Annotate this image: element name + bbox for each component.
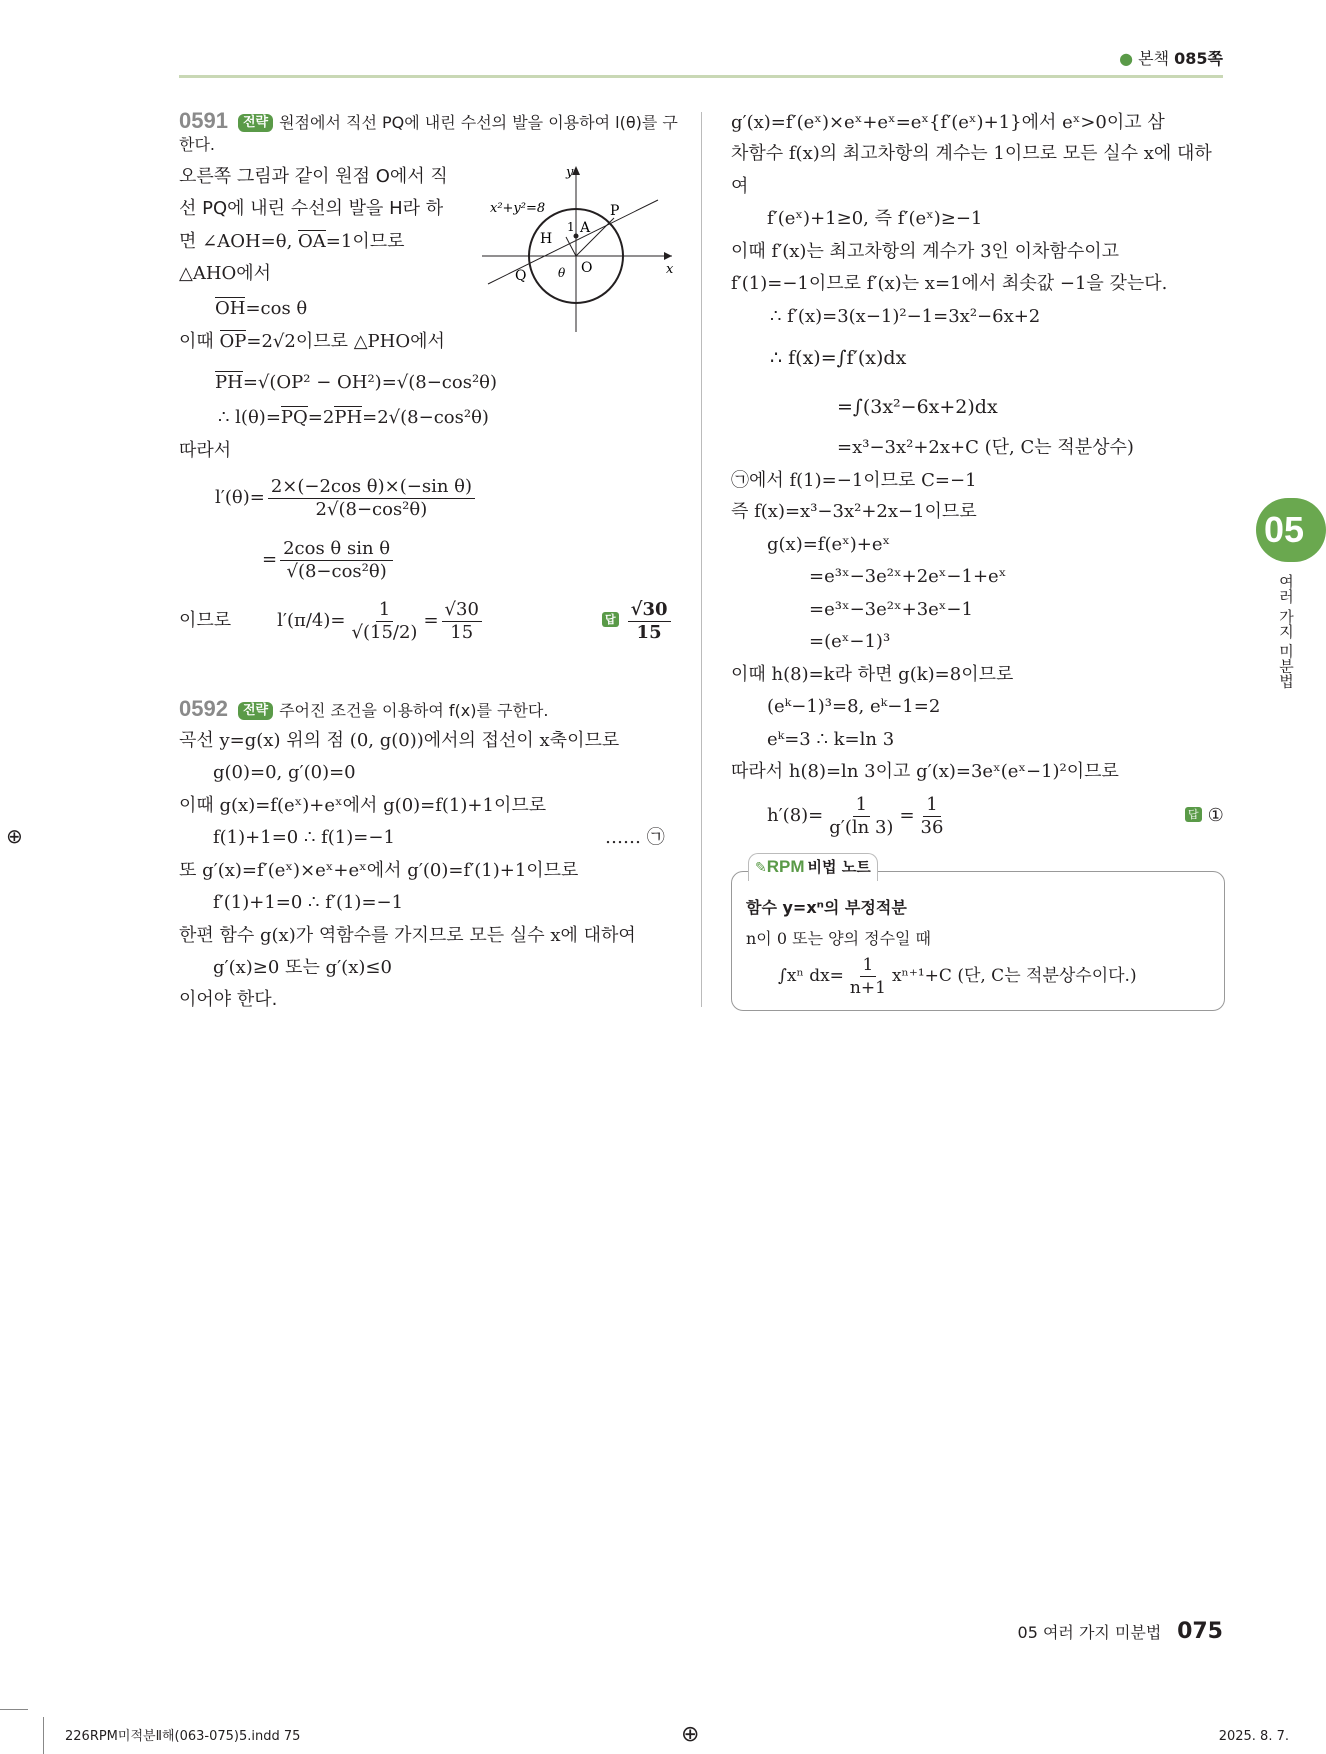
text-line: 여 xyxy=(731,176,749,197)
svg-text:x²+y²=8: x²+y²=8 xyxy=(490,201,546,216)
chapter-tab-number: 05 xyxy=(1264,509,1305,550)
problem-number: 0592 xyxy=(179,696,228,721)
text-line: 이때 g(x)=f(eˣ)+eˣ에서 g(0)=f(1)+1이므로 xyxy=(179,795,547,816)
math-line: ∴ f′(x)=3(x−1)²−1=3x²−6x+2 xyxy=(770,306,1041,327)
text-line: ㉠에서 f(1)=−1이므로 C=−1 xyxy=(731,470,977,491)
math-line: f′(eˣ)+1≥0, 즉 f′(eˣ)≥−1 xyxy=(767,208,983,229)
math-line: =∫(3x²−6x+2)dx xyxy=(837,396,998,418)
answer xyxy=(1185,804,1224,828)
simplified-fraction: = $\frac{\text{2cos θ sin θ}}{\text{√(8−cos²θ)}}$ xyxy=(262,536,396,584)
text-line: g′(x)=f′(eˣ)×eˣ+eˣ=eˣ{f′(eˣ)+1}에서 eˣ>0이고 삼 xyxy=(731,112,1165,133)
note-pencil-icon: ✎ xyxy=(755,860,767,876)
math-line: ∴ f(x)=∫f′(x)dx xyxy=(770,347,907,369)
text-line: 이때 h(8)=k라 하면 g(k)=8이므로 xyxy=(731,664,1014,685)
text-line: f′(1)=−1이므로 f′(x)는 x=1에서 최솟값 −1을 갖는다. xyxy=(731,273,1168,294)
answer-value: ① xyxy=(1207,805,1224,826)
text-line: 곡선 y=g(x) 위의 점 (0, g(0))에서의 접선이 x축이므로 xyxy=(179,730,620,751)
math-line: (eᵏ−1)³=8, eᵏ−1=2 xyxy=(767,696,941,717)
math-line: =(eˣ−1)³ xyxy=(809,631,891,652)
svg-text:y: y xyxy=(566,165,574,180)
text-line: 차함수 f(x)의 최고차항의 계수는 1이므로 모든 실수 x에 대하 xyxy=(731,143,1212,164)
math-line: f′(1)+1=0 ∴ f′(1)=−1 xyxy=(213,892,404,913)
chapter-tab-title: 여러 가지 미분법 xyxy=(1277,574,1295,689)
ref-page: 085쪽 xyxy=(1174,49,1223,68)
answer-badge: 답 xyxy=(602,612,619,627)
header-rule xyxy=(179,75,1223,78)
bullet-icon: ● xyxy=(1119,49,1134,68)
print-date: 2025. 8. 7. xyxy=(1218,1729,1289,1744)
math-line: g(x)=f(eˣ)+eˣ xyxy=(767,534,891,555)
math-line: g′(x)≥0 또는 g′(x)≤0 xyxy=(213,957,392,978)
column-divider xyxy=(701,112,702,1007)
svg-text:x: x xyxy=(666,262,674,277)
math-line: =x³−3x²+2x+C (단, C는 적분상수) xyxy=(837,437,1134,458)
strategy-badge: 전략 xyxy=(238,114,273,132)
derivative-fraction: l′(θ)= $\frac{\text{2×(−2cos θ)×(−sin θ)}}{\text{2√(8−cos²θ)}}$ xyxy=(215,474,478,522)
text-line: 오른쪽 그림과 같이 원점 O에서 직 xyxy=(179,166,448,187)
math-line: OH=cos θ xyxy=(215,298,308,319)
svg-text:P: P xyxy=(610,203,620,219)
svg-text:O: O xyxy=(581,260,593,276)
problem-number: 0591 xyxy=(179,108,228,133)
text-line: 이어야 한다. xyxy=(179,989,278,1010)
text-line: 이때 f′(x)는 최고차항의 계수가 3인 이차함수이고 xyxy=(731,241,1119,262)
final-derivative: h′(8)= $\frac{1}{g'(\ln 3)}$ = $\frac{1}{36}$ xyxy=(767,793,944,838)
text-line: 따라서 h(8)=ln 3이고 g′(x)=3eˣ(eˣ−1)²이므로 xyxy=(731,761,1119,782)
ref-label: 본책 xyxy=(1138,49,1170,68)
answer: 답 $\frac{√30}{15}$ xyxy=(602,597,674,645)
svg-text:θ: θ xyxy=(558,266,566,280)
svg-text:H: H xyxy=(540,231,553,247)
crop-mark xyxy=(0,1709,28,1710)
strategy-badge: 전략 xyxy=(238,702,273,720)
text-line: 따라서 xyxy=(179,440,232,461)
text-line: 면 ∠AOH=θ, OA=1이므로 xyxy=(179,231,405,252)
circle-line-diagram xyxy=(480,160,680,335)
math-line: g(0)=0, g′(0)=0 xyxy=(213,762,356,783)
math-line: =e³ˣ−3e²ˣ+2eˣ−1+eˣ xyxy=(809,566,1007,587)
math-line: ∴ l(θ)=PQ=2PH=2√(8−cos²θ) xyxy=(218,407,489,428)
math-line: f(1)+1=0 ∴ f(1)=−1 xyxy=(213,827,395,848)
note-formula: ∫xⁿ dx= $\frac{1}{n+1}$ xⁿ⁺¹+C (단, C는 적분상수이다.) xyxy=(778,955,1137,998)
svg-text:1: 1 xyxy=(567,220,575,234)
answer-badge: 답 xyxy=(1185,807,1202,822)
print-file-name: 226RPM미적분Ⅱ해(063-075)5.indd 75 xyxy=(65,1729,301,1744)
page-number: 075 xyxy=(1177,1619,1223,1644)
footer-chapter: 05 여러 가지 미분법 xyxy=(1017,1623,1162,1642)
note-heading: 함수 y=xⁿ의 부정적분 xyxy=(746,898,907,917)
reference-page xyxy=(1119,47,1223,71)
page-footer xyxy=(1018,1620,1223,1645)
text-line: 또 g′(x)=f′(eˣ)×eˣ+eˣ에서 g′(0)=f′(1)+1이므로 xyxy=(179,860,579,881)
svg-text:A: A xyxy=(580,220,591,236)
math-line: eᵏ=3 ∴ k=ln 3 xyxy=(767,729,895,750)
rpm-note-label: ✎RPM 비법 노트 xyxy=(748,853,878,881)
equation-marker: …… ㉠ xyxy=(605,827,665,848)
text-line: 선 PQ에 내린 수선의 발을 H라 하 xyxy=(179,198,444,219)
text-line: 이때 OP=2√2이므로 △PHO에서 xyxy=(179,331,445,352)
strategy-text-cont: 한다. xyxy=(179,135,215,154)
svg-text:Q: Q xyxy=(515,268,527,284)
text-line: 한편 함수 g(x)가 역함수를 가지므로 모든 실수 x에 대하여 xyxy=(179,925,636,946)
strategy-text: 주어진 조건을 이용하여 f(x)를 구한다. xyxy=(279,701,549,720)
crop-mark xyxy=(43,1717,44,1754)
math-line: PH=√(OP² − OH²)=√(8−cos²θ) xyxy=(215,372,498,393)
strategy-text: 원점에서 직선 PQ에 내린 수선의 발을 이용하여 l(θ)를 구 xyxy=(279,113,678,132)
note-condition: n이 0 또는 양의 정수일 때 xyxy=(746,929,932,948)
registration-mark-icon: ⊕ xyxy=(6,824,23,848)
text-line: △AHO에서 xyxy=(179,263,272,284)
evaluation-line: 이므로 l′(π/4)= $\frac{1}{√(15/2)}$ = $\frac{√30}{15}$ xyxy=(179,597,485,645)
math-line: =e³ˣ−3e²ˣ+3eˣ−1 xyxy=(809,599,973,620)
text-line: 즉 f(x)=x³−3x²+2x−1이므로 xyxy=(731,501,977,522)
registration-mark-icon: ⊕ xyxy=(681,1722,700,1747)
